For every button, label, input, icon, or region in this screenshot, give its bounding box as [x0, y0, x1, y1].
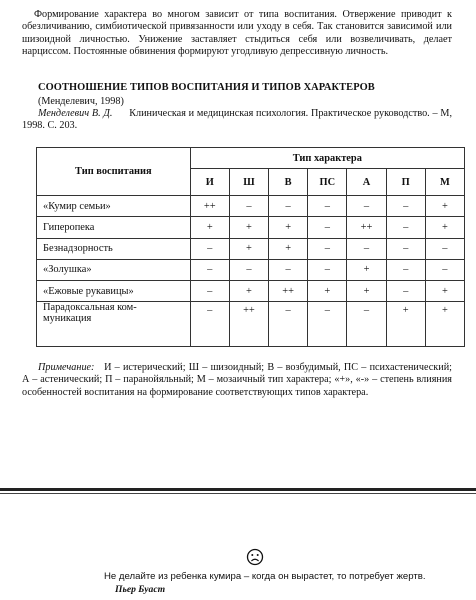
table-cell: +	[229, 217, 268, 238]
column-header: И	[190, 169, 229, 196]
table-cell: –	[347, 238, 386, 259]
note-text: И – истерический; Ш – шизоидный; В – возбудимый, ПС – психастенический; А – астенический; П – паранойяльный; М – мозаичный тип характера; «+», «-» – степень влияния особенностей воспитания на формирование соответствующих типов характера.	[22, 362, 452, 398]
sad-face-icon	[246, 548, 264, 566]
column-header: В	[269, 169, 308, 196]
table-cell: +	[425, 196, 464, 217]
row-name: «Золушка»	[37, 259, 191, 280]
note-label: Примечание:	[38, 362, 95, 373]
table-row	[37, 238, 465, 259]
table-cell: –	[190, 302, 229, 347]
table-row	[37, 259, 465, 280]
column-header: П	[386, 169, 425, 196]
table-row	[37, 302, 465, 347]
table-cell: –	[386, 238, 425, 259]
table-cell: ++	[269, 281, 308, 302]
row-name: Гиперопека	[37, 217, 191, 238]
row-name: Безнадзорность	[37, 238, 191, 259]
table-cell: –	[190, 281, 229, 302]
quote-author: Пьер Буаст	[115, 584, 166, 595]
table-cell: +	[269, 238, 308, 259]
column-header: Ш	[229, 169, 268, 196]
table-cell: –	[386, 196, 425, 217]
table-cell: –	[347, 196, 386, 217]
source-text: Клиническая и медицинская психология. Практическое руководство. – М, 1998. С. 203.	[22, 108, 453, 132]
table-cell: –	[425, 238, 464, 259]
header-character: Тип характера	[190, 148, 464, 169]
table-row	[37, 217, 465, 238]
table-cell: ++	[190, 196, 229, 217]
quote-text: Не делайте из ребенка кумира – когда он вырастет, то потребует жертв.	[104, 571, 426, 582]
table-cell: –	[386, 281, 425, 302]
table-cell: –	[269, 196, 308, 217]
header-upbringing: Тип воспитания	[37, 148, 191, 196]
table-cell: +	[425, 302, 464, 347]
table-cell: –	[190, 259, 229, 280]
table-cell: –	[386, 259, 425, 280]
table-cell: –	[269, 302, 308, 347]
page-separator-thick	[0, 488, 476, 491]
section-subtitle: (Менделевич, 1998)	[38, 96, 124, 107]
table-cell: +	[425, 281, 464, 302]
table-cell: –	[425, 259, 464, 280]
row-name: «Ежовые рукавицы»	[37, 281, 191, 302]
upbringing-character-table	[36, 147, 465, 347]
table-cell: +	[386, 302, 425, 347]
table-cell: –	[190, 238, 229, 259]
source-author: Менделевич В. Д.	[38, 108, 113, 119]
table-cell: –	[229, 259, 268, 280]
table-cell: +	[308, 281, 347, 302]
table-cell: –	[308, 238, 347, 259]
table-cell: +	[425, 217, 464, 238]
table-row	[37, 281, 465, 302]
table-cell: +	[229, 281, 268, 302]
table-cell: –	[347, 302, 386, 347]
row-name: «Кумир семьи»	[37, 196, 191, 217]
table-cell: +	[347, 259, 386, 280]
row-name: Парадоксальная ком- муникация	[37, 302, 191, 347]
table-cell: –	[308, 302, 347, 347]
source-reference	[22, 108, 452, 133]
table-note	[22, 362, 452, 399]
table-cell: ++	[229, 302, 268, 347]
column-header: А	[347, 169, 386, 196]
intro-paragraph: Формирование характера во многом зависит от типа воспитания. Отвержение приводит к обезличиванию, симбиотической привязанности или уходу в себя. Так становится зависимой или шизоидной личностью. Унижение заставляет стыдиться себя или возвеличивать, делает нарциссом. Постоянные обвинения формируют угодливую депрессивную личность.	[22, 9, 452, 58]
table-cell: +	[190, 217, 229, 238]
table-cell: –	[386, 217, 425, 238]
table-cell: –	[308, 196, 347, 217]
table-row	[37, 196, 465, 217]
section-title: СООТНОШЕНИЕ ТИПОВ ВОСПИТАНИЯ И ТИПОВ ХАРАКТЕРОВ	[38, 82, 375, 93]
table-cell: –	[269, 259, 308, 280]
table-cell: –	[308, 217, 347, 238]
page-separator-thin	[0, 493, 476, 494]
table-cell: +	[229, 238, 268, 259]
column-header: ПС	[308, 169, 347, 196]
table-cell: ++	[347, 217, 386, 238]
table-cell: +	[269, 217, 308, 238]
column-header: М	[425, 169, 464, 196]
table-cell: –	[229, 196, 268, 217]
table-cell: +	[347, 281, 386, 302]
table-cell: –	[308, 259, 347, 280]
